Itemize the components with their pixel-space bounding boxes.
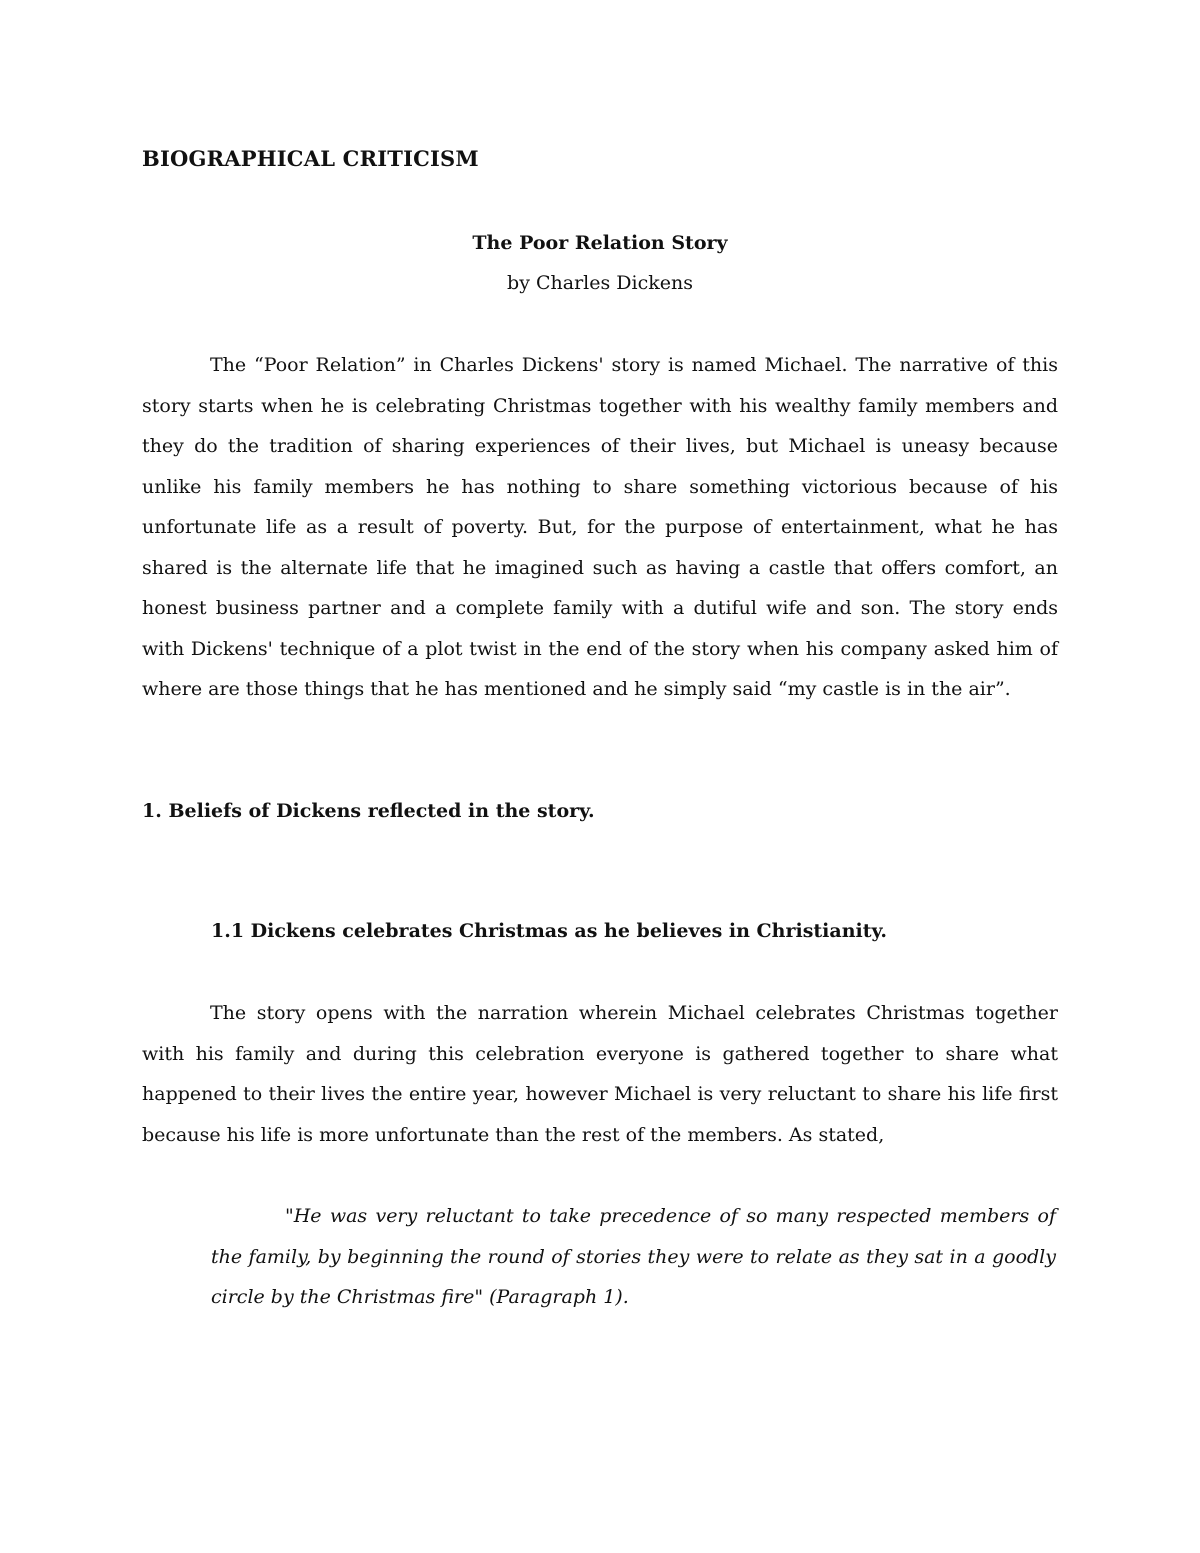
section-1-heading: 1. Beliefs of Dickens reflected in the story.: [142, 800, 595, 822]
section-1-1-heading: 1.1 Dickens celebrates Christmas as he believes in Christianity.: [211, 920, 887, 942]
block-quote: "He was very reluctant to take precedence of so many respected members of the family, by beginning the round of stories they were to relate as they sat in a goodly circle by the Christmas fire" (Paragraph 1).: [211, 1205, 1056, 1308]
intro-paragraph: The “Poor Relation” in Charles Dickens' story is named Michael. The narrative of this story starts when he is celebrating Christmas together with his wealthy family members and they do the tradition of sharing experiences of their lives, but Michael is uneasy because unlike his family members he has nothing to share something victorious because of his unfortunate life as a result of poverty. But, for the purpose of entertainment, what he has shared is the alternate life that he imagined such as having a castle that offers comfort, an honest business partner and a complete family with a dutiful wife and son. The story ends with Dickens' technique of a plot twist in the end of the story when his company asked him of where are those things that he has mentioned and he simply said “my castle is in the air”.: [142, 354, 1058, 700]
story-title: The Poor Relation Story: [472, 232, 728, 254]
section-1-1-paragraph: The story opens with the narration wherein Michael celebrates Christmas together with his family and during this celebration everyone is gathered together to share what happened to their lives the entire year, however Michael is very reluctant to share his life first because his life is more unfortunate than the rest of the members. As stated,: [142, 1002, 1058, 1146]
story-byline: by Charles Dickens: [507, 272, 693, 294]
document-heading: BIOGRAPHICAL CRITICISM: [142, 146, 479, 171]
